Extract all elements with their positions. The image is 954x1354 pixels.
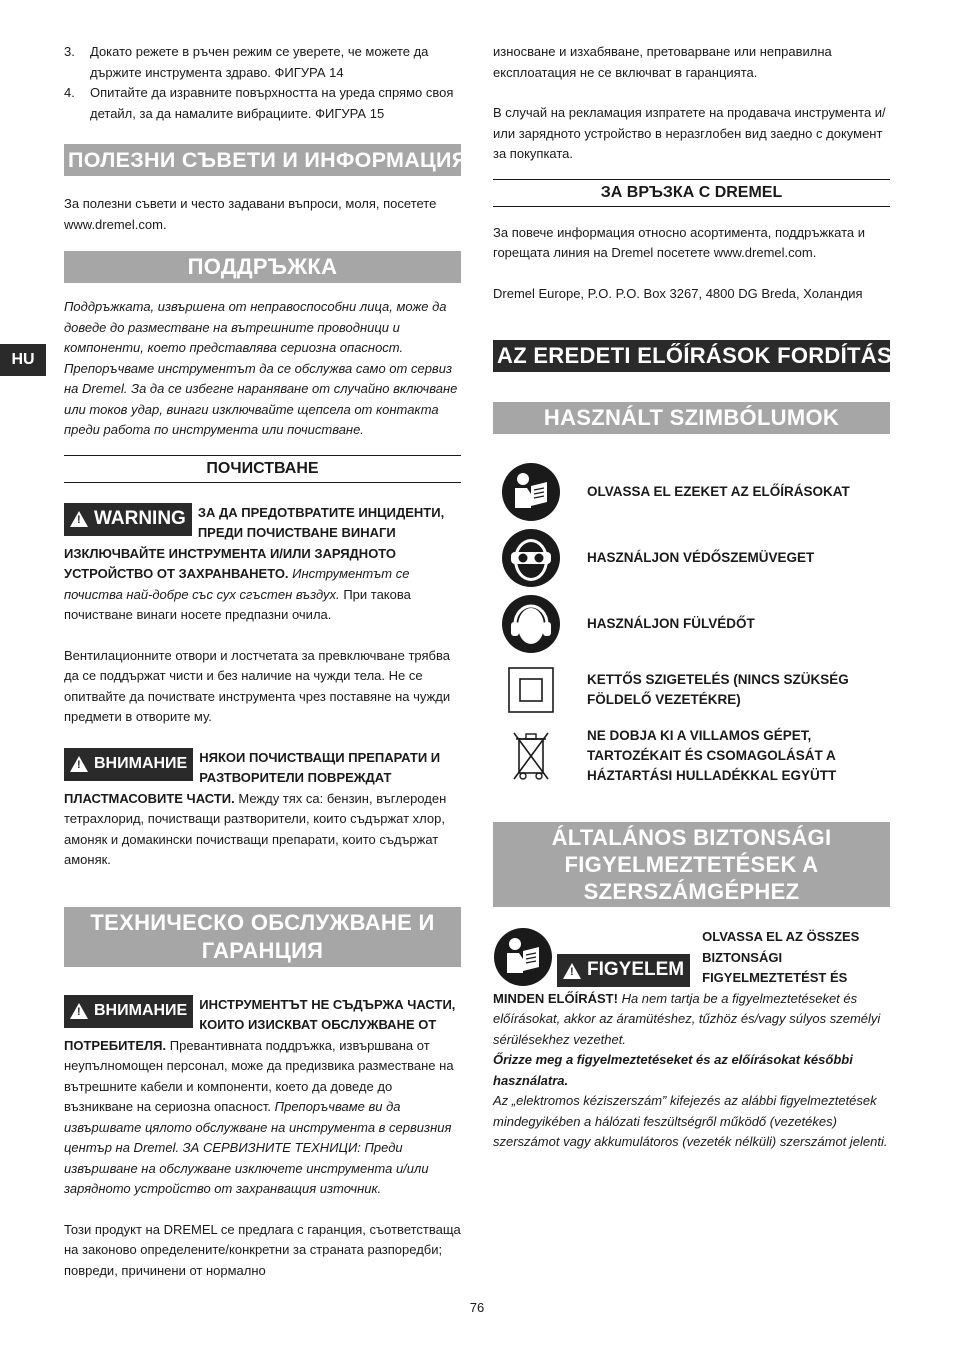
symbols-heading: HASZNÁLT SZIMBÓLUMOK <box>493 402 890 434</box>
symbols-list <box>493 462 890 786</box>
caution-italic-text: Препоръчваме ви да извършвате цялото обслужване на инструмента в сервизния център на Dremel. ЗА СЕРВИЗНИТЕ ТЕХНИЦИ: Преди извършване на обслужване изключете инструмента и/или зарядното устройство от захранващия източник. <box>64 1099 452 1196</box>
symbol-text: KETTŐS SZIGETELÉS (NINCS SZÜKSÉG FÖLDELŐ VEZETÉKRE) <box>587 672 849 707</box>
warning-bold-text: ЗА ДА ПРЕДОТВРАТИТЕ ИНЦИДЕНТИ, ПРЕДИ ПОЧИСТВАНЕ ВИНАГИ ИЗКЛЮЧВАЙТЕ ИНСТРУМЕНТА И/ИЛИ ЗАРЯДНОТО УСТРОЙСТВО ОТ ЗАХРАНВАНЕТО. <box>64 504 445 581</box>
caution-badge: ! ВНИМАНИЕ <box>64 995 193 1028</box>
caution-block-2 <box>64 995 461 1200</box>
warning-icon <box>70 1003 88 1019</box>
left-column <box>64 42 468 1281</box>
maintenance-heading: ПОДДРЪЖКА <box>64 251 461 283</box>
warning-italic-text: Инструментът се почиства най-добре със сух сгъстен въздух. <box>64 566 410 602</box>
step-text: Докато режете в ръчен режим се уверете, че можете да държите инструмента здраво. ФИГУРА 14 <box>90 44 429 80</box>
symbol-row <box>493 660 890 720</box>
contact-heading: ЗА ВРЪЗКА С DREMEL <box>493 179 890 207</box>
symbol-row <box>493 462 890 522</box>
contact-text: За повече информация относно асортимента, поддръжката и горещата линия на Dremel посетете www.dremel.com. <box>493 224 865 260</box>
address-text: Dremel Europe, P.O. P.O. Box 3267, 4800 DG Breda, Холандия <box>493 285 863 301</box>
figyelem-badge-group <box>493 927 696 987</box>
warning-normal-text: При такова почистване винаги носете предпазни очила. <box>64 586 411 622</box>
translation-heading: AZ EREDETI ELŐÍRÁSOK FORDÍTÁSA <box>493 340 890 372</box>
warning-badge: ! WARNING <box>64 503 192 536</box>
caution-bold-text: ИНСТРУМЕНТЪТ НЕ СЪДЪРЖА ЧАСТИ, КОИТО ИЗИСКВАТ ОБСЛУЖВАНЕ ОТ ПОТРЕБИТЕЛЯ. <box>64 996 456 1053</box>
caution-badge: ! ВНИМАНИЕ <box>64 748 193 781</box>
caution-normal-text: Между тях са: бензин, въглероден тетрахлорид, почистващи разтворители, които съдържат хлор, амоняк и домакински почистващи препарати, които съдържат амоняк. <box>64 790 447 867</box>
service-heading: ТЕХНИЧЕСКО ОБСЛУЖВАНЕ И ГАРАНЦИЯ <box>64 907 461 967</box>
figyelem-italic-text: Ha nem tartja be a figyelmeztetéseket és előírásokat, akkor az áramütéshez, tűzhöz és/vagy súlyos személyi sérülésekhez vezethet. <box>493 990 881 1047</box>
read-manual-icon <box>493 927 553 987</box>
tips-heading: ПОЛЕЗНИ СЪВЕТИ И ИНФОРМАЦИЯ <box>64 144 461 176</box>
warranty-text: Този продукт на DREMEL се предлага с гаранция, съответстваща на законово определените/конкретни за страната разпоредби; повреди, причинени от нормално <box>64 1221 461 1278</box>
symbol-row <box>493 594 890 654</box>
warning-icon <box>563 963 581 979</box>
tips-text: За полезни съвети и често задавани въпроси, моля, посетете www.dremel.com. <box>64 196 437 232</box>
caution-normal-text: Превантивната поддръжка, извършвана от неупълномощен персонал, може да предизвика разместване на вътрешните кабели и компоненти, което да доведе до възникване на сериозна опасност. <box>64 1037 454 1114</box>
step-3: 3. Докато режете в ръчен режим се уверете, че можете да държите инструмента здраво. ФИГУРА 14 <box>64 42 461 83</box>
cleaning-heading: ПОЧИСТВАНЕ <box>64 455 461 483</box>
double-insulation-icon <box>501 660 561 720</box>
warning-block <box>64 503 461 626</box>
vents-text: Вентилационните отвори и лостчетата за превключване трябва да се поддържат чисти и без наличие на чужди тела. Не се опитвайте да почиствате инструмента чрез поставяне на чужди предмети в отворите му. <box>64 647 451 724</box>
right-column <box>493 42 909 1153</box>
safety-goggles-icon <box>501 528 561 588</box>
symbol-row <box>493 528 890 588</box>
general-safety-heading: ÁLTALÁNOS BIZTONSÁGI FIGYELMEZTETÉSEK A SZERSZÁMGÉPHEZ <box>493 822 890 907</box>
symbol-text: HASZNÁLJON VÉDŐSZEMÜVEGET <box>587 550 815 565</box>
claim-text: В случай на рекламация изпратете на продавача инструмента и/или зарядното устройство в неразглобен вид заедно с документ за покупката. <box>493 105 886 161</box>
caution-block-1 <box>64 748 461 871</box>
warning-icon <box>70 756 88 772</box>
symbol-text: HASZNÁLJON FÜLVÉDŐT <box>587 616 755 631</box>
crossed-bin-icon <box>501 726 561 786</box>
definition-text: Az „elektromos kéziszerszám” kifejezés az alábbi figyelmeztetések mindegyikében a hálózati feszültségről működő (vezetékes) szerszámot vagy akkumulátoros (vezeték nélküli) szerszámot jelenti. <box>493 1093 888 1149</box>
ear-protection-icon <box>501 594 561 654</box>
step-4: 4. Опитайте да изравните повърхността на уреда спрямо своя детайл, за да намалите вибрациите. ФИГУРА 15 <box>64 83 461 124</box>
read-manual-icon <box>501 462 561 522</box>
symbol-text: OLVASSA EL EZEKET AZ ELŐÍRÁSOKAT <box>587 484 850 499</box>
language-tab: HU <box>0 344 46 376</box>
keep-instructions-text: Őrizze meg a figyelmeztetéseket és az előírásokat későbbi használatra. <box>493 1052 853 1088</box>
caution-bold-text: НЯКОИ ПОЧИСТВАЩИ ПРЕПАРАТИ И РАЗТВОРИТЕЛИ ПОВРЕЖДАТ ПЛАСТМАСОВИТЕ ЧАСТИ. <box>64 749 441 806</box>
figyelem-badge: ! FIGYELEM <box>557 954 690 987</box>
warning-icon <box>70 511 88 527</box>
figyelem-bold-text: OLVASSA EL AZ ÖSSZES BIZTONSÁGI FIGYELMEZTETÉST ÉS MINDEN ELŐÍRÁST! <box>493 929 860 1006</box>
symbol-row <box>493 726 890 786</box>
warranty-continued: износване и изхабяване, претоварване или неправилна експлоатация не се включват в гаранцията. <box>493 44 832 80</box>
step-text: Опитайте да изравните повърхността на уреда спрямо своя детайл, за да намалите вибрациите. ФИГУРА 15 <box>90 85 454 121</box>
page-number: 76 <box>469 1300 485 1315</box>
maintenance-text: Поддръжката, извършена от неправоспособни лица, може да доведе до разместване на вътрешните проводници и компоненти, което представлява сериозна опасност. Препоръчваме инструментът да се обслужва само от сервиз на Dremel. За да се избегне нараняване от случайно включване или токов удар, винаги изключвайте щепсела от контакта преди работа по инструмента или почистване. <box>64 299 458 437</box>
symbol-text: NE DOBJA KI A VILLAMOS GÉPET, TARTOZÉKAIT ÉS CSOMAGOLÁSÁT A HÁZTARTÁSI HULLADÉKKAL EGYÜTT <box>587 728 837 783</box>
figyelem-block <box>493 927 890 1050</box>
